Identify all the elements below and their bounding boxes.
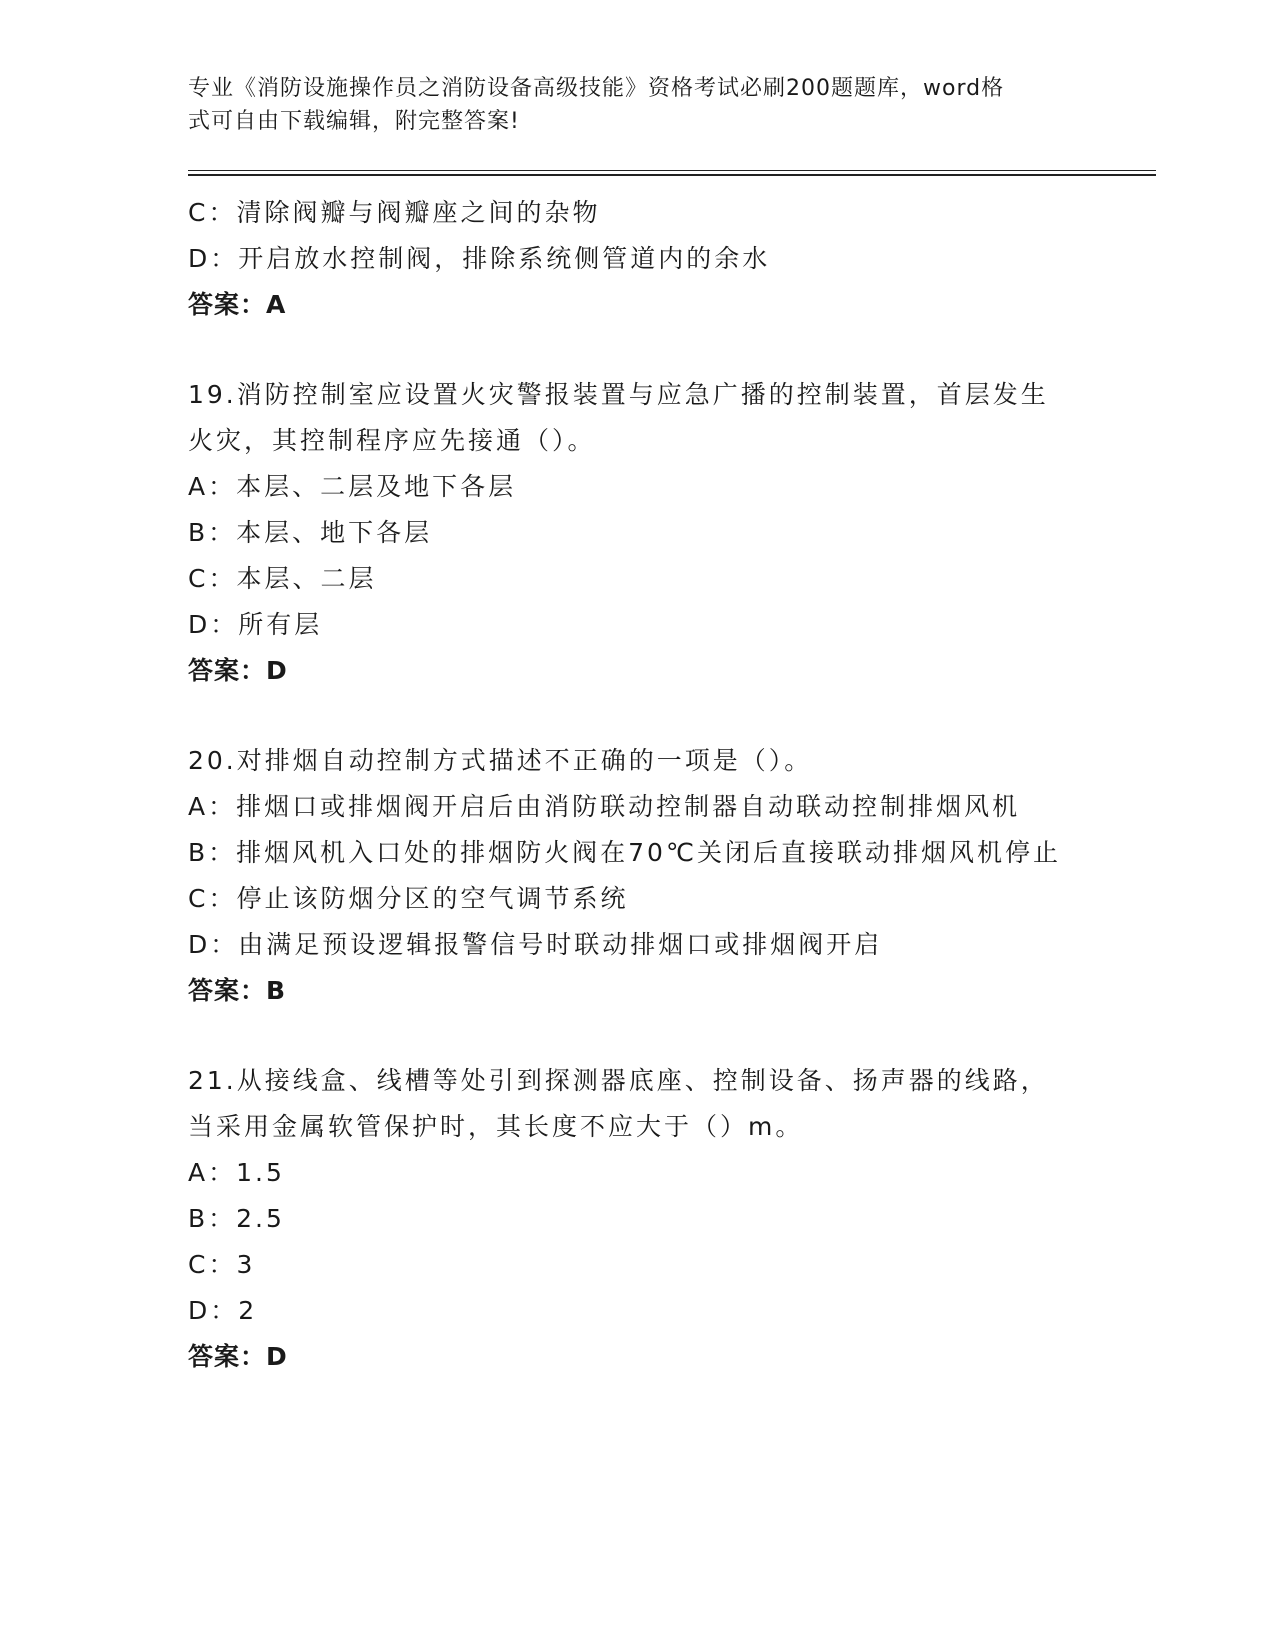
- option-c: C：本层、二层: [188, 564, 377, 593]
- spacer: [188, 1014, 1088, 1058]
- question-21: [188, 1058, 1088, 1380]
- question-stem-line: 当采用金属软管保护时，其长度不应大于（）m。: [188, 1112, 804, 1141]
- option-b: B：排烟风机入口处的排烟防火阀在70℃关闭后直接联动排烟风机停止: [188, 838, 1062, 867]
- header-title-line-1: 专业《消防设施操作员之消防设备高级技能》资格考试必刷200题题库，word格: [188, 76, 1005, 101]
- answer-line: 答案：D: [188, 1342, 288, 1371]
- document-header: [188, 72, 1088, 138]
- answer-line: 答案：A: [188, 290, 287, 319]
- option-d: D：所有层: [188, 610, 323, 639]
- option-a: A：排烟口或排烟阀开启后由消防联动控制器自动联动控制排烟风机: [188, 792, 1021, 821]
- option-c: C：清除阀瓣与阀瓣座之间的杂物: [188, 198, 601, 227]
- option-d: D：2: [188, 1296, 258, 1325]
- option-b: B：本层、地下各层: [188, 518, 433, 547]
- spacer: [188, 694, 1088, 738]
- option-c: C：3: [188, 1250, 256, 1279]
- question-19: [188, 372, 1088, 694]
- answer-line: 答案：D: [188, 656, 288, 685]
- option-c: C：停止该防烟分区的空气调节系统: [188, 884, 629, 913]
- question-stem-line: 19.消防控制室应设置火灾警报装置与应急广播的控制装置，首层发生: [188, 380, 1049, 409]
- header-divider-thick: [188, 174, 1156, 176]
- question-stem-line: 20.对排烟自动控制方式描述不正确的一项是（）。: [188, 746, 813, 775]
- question-stem-line: 21.从接线盒、线槽等处引到探测器底座、控制设备、扬声器的线路，: [188, 1066, 1049, 1095]
- question-20: [188, 738, 1088, 1014]
- spacer: [188, 328, 1088, 372]
- header-title-line-2: 式可自由下载编辑，附完整答案!: [188, 109, 520, 134]
- option-b: B：2.5: [188, 1204, 285, 1233]
- previous-question-block: [188, 190, 1088, 328]
- header-divider-thin: [188, 170, 1156, 171]
- option-d: D：由满足预设逻辑报警信号时联动排烟口或排烟阀开启: [188, 930, 883, 959]
- question-list: [188, 190, 1088, 1380]
- answer-line: 答案：B: [188, 976, 287, 1005]
- option-a: A：本层、二层及地下各层: [188, 472, 517, 501]
- option-a: A：1.5: [188, 1158, 285, 1187]
- option-d: D：开启放水控制阀，排除系统侧管道内的余水: [188, 244, 771, 273]
- question-stem-line: 火灾，其控制程序应先接通（）。: [188, 426, 596, 455]
